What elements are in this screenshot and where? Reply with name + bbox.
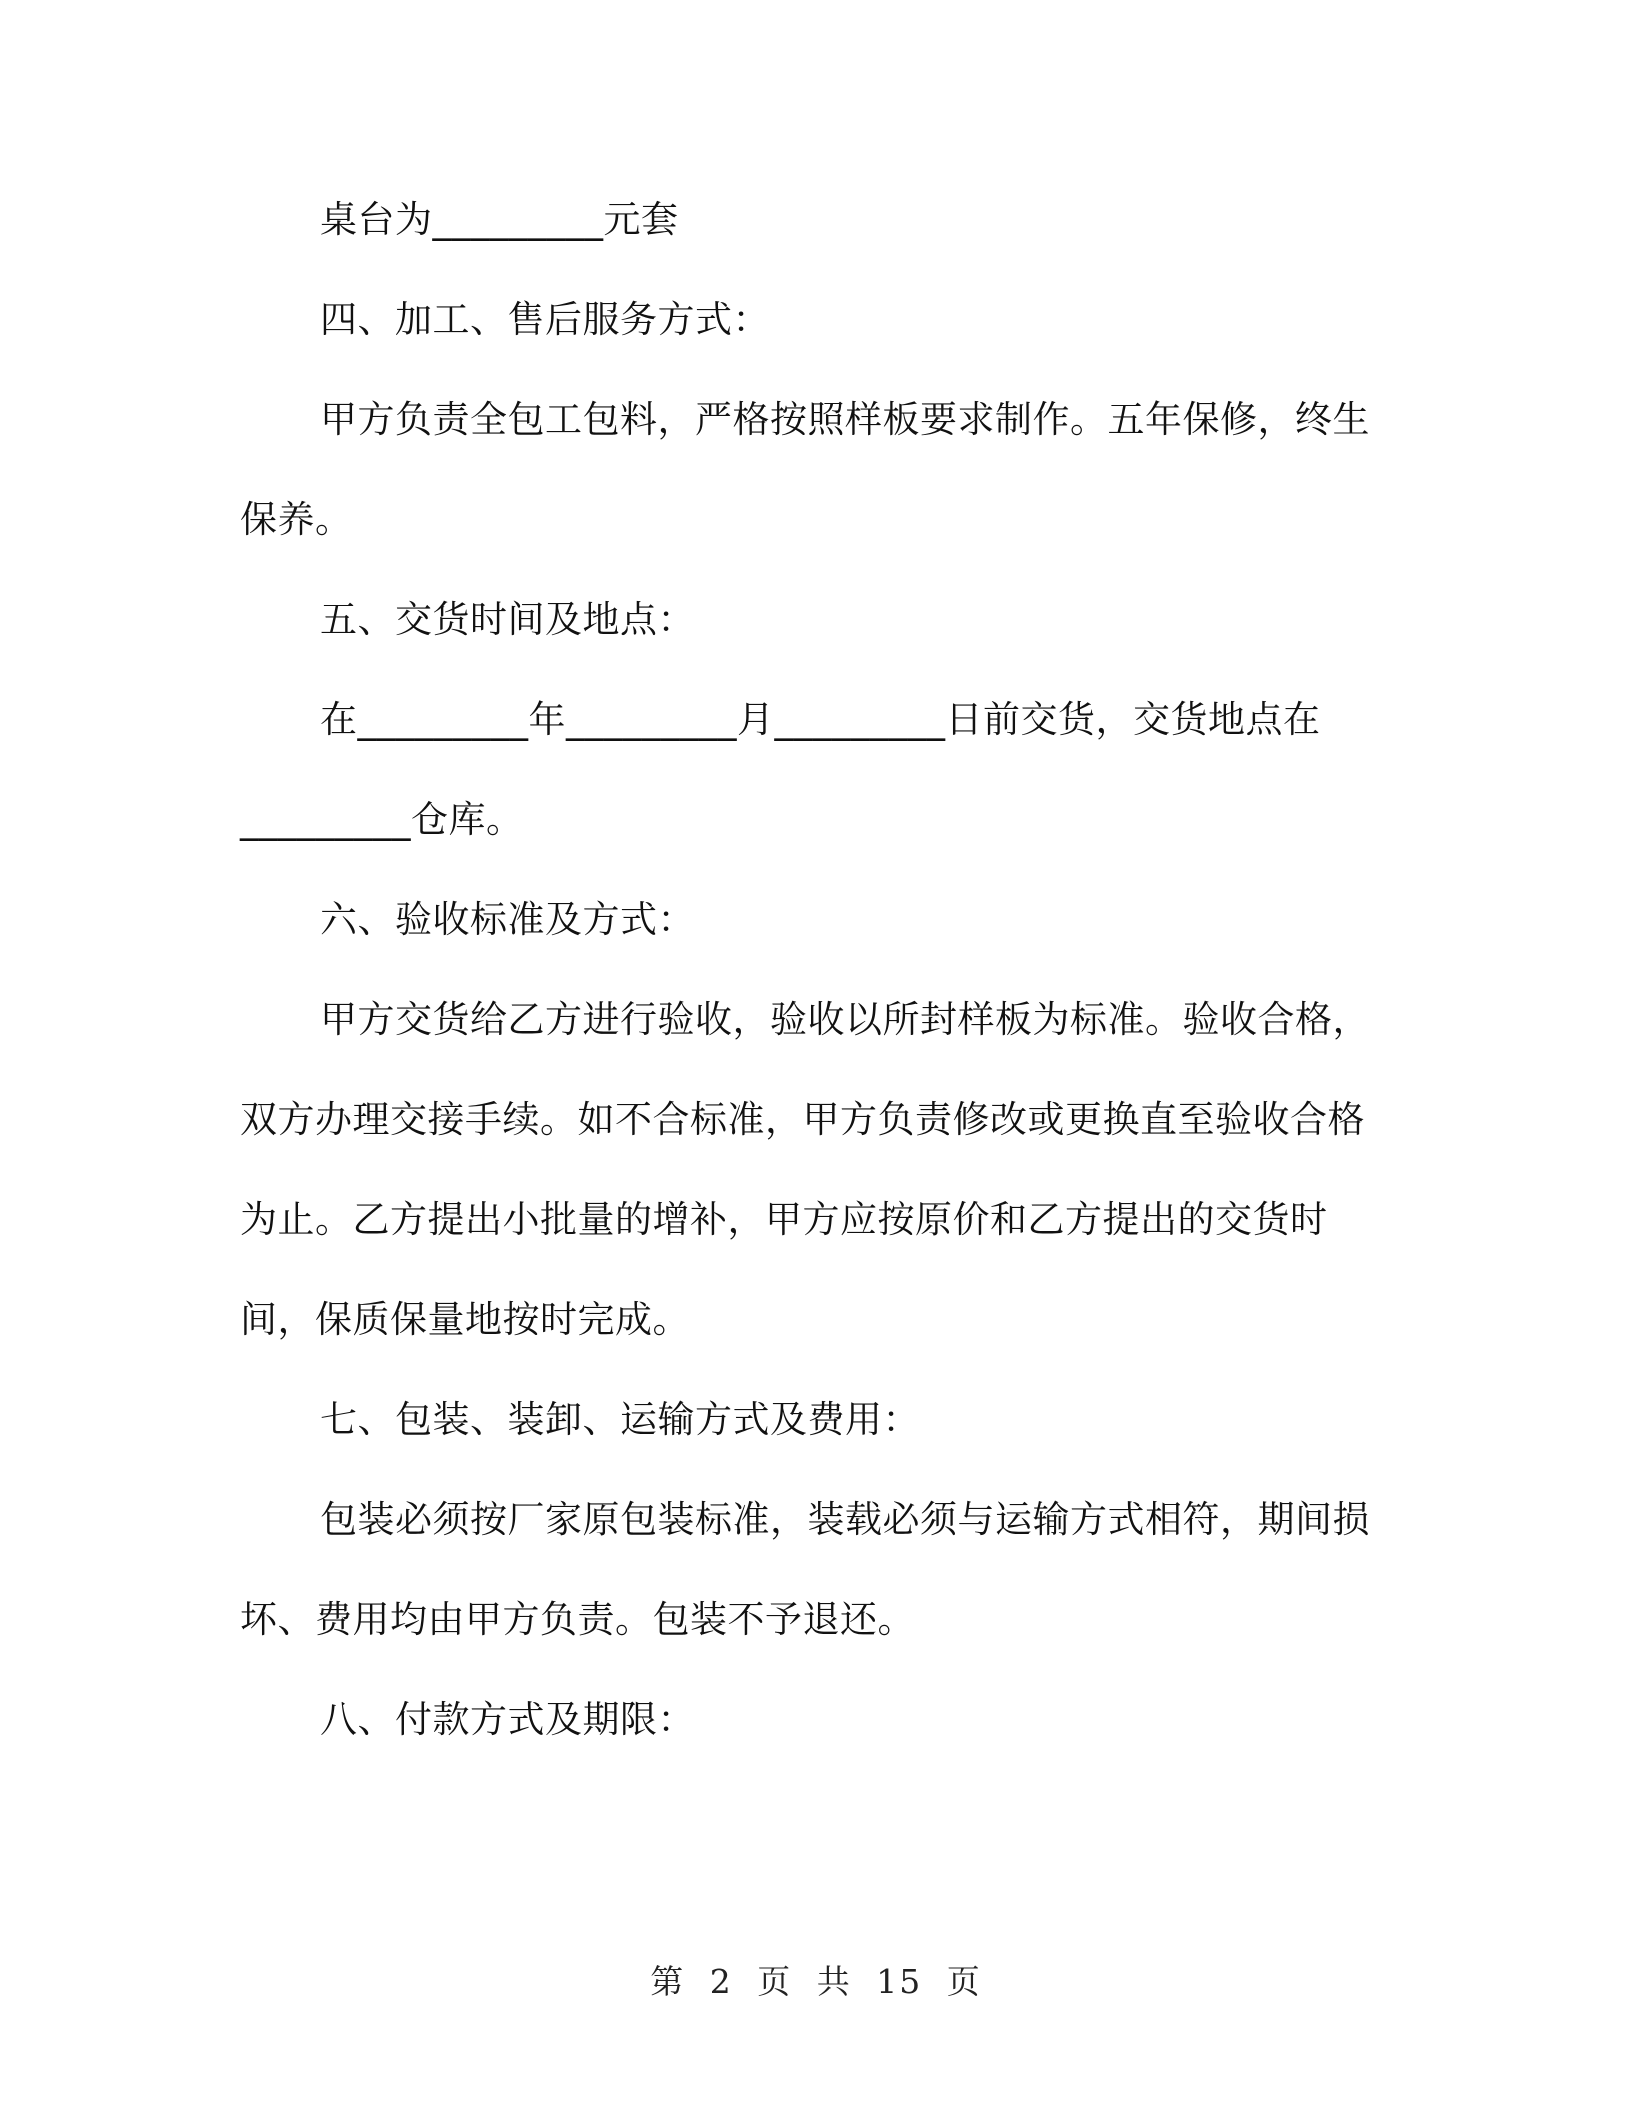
section-4-heading: 四、加工、售后服务方式： [320, 298, 770, 341]
section-7-body-line-2: 坏、费用均由甲方负责。包装不予退还。 [240, 1598, 915, 1641]
section-7-body-line-1: 包装必须按厂家原包装标准，装载必须与运输方式相符，期间损 [320, 1498, 1370, 1541]
section-5-heading: 五、交货时间及地点： [320, 598, 695, 641]
section-6-body-line-4: 间，保质保量地按时完成。 [240, 1298, 690, 1341]
footer-prefix: 第 [650, 1962, 686, 2001]
page-footer [0, 1956, 1632, 2003]
footer-total-word: 共 [816, 1962, 852, 2001]
section-6-body-line-3: 为止。乙方提出小批量的增补，甲方应按原价和乙方提出的交货时 [240, 1198, 1328, 1241]
section-6-body-line-2: 双方办理交接手续。如不合标准，甲方负责修改或更换直至验收合格 [240, 1098, 1365, 1141]
footer-current-page: 2 [709, 1962, 733, 2001]
section-4-body-line-2: 保养。 [240, 498, 353, 541]
footer-page-word: 页 [757, 1962, 793, 2001]
section-6-body-line-1: 甲方交货给乙方进行验收，验收以所封样板为标准。验收合格， [320, 998, 1370, 1041]
section-6-heading: 六、验收标准及方式： [320, 898, 695, 941]
section-5-body-line-1: 在_________年_________月_________日前交货，交货地点在 [320, 698, 1321, 741]
section-4-body-line-1: 甲方负责全包工包料，严格按照样板要求制作。五年保修，终生 [320, 398, 1370, 441]
section-8-heading: 八、付款方式及期限： [320, 1698, 695, 1741]
table-price-line: 桌台为_________元套 [320, 198, 679, 241]
section-5-body-line-2: _________仓库。 [240, 798, 524, 841]
footer-suffix: 页 [946, 1962, 982, 2001]
footer-total-pages: 15 [876, 1962, 923, 2001]
section-7-heading: 七、包装、装卸、运输方式及费用： [320, 1398, 920, 1441]
